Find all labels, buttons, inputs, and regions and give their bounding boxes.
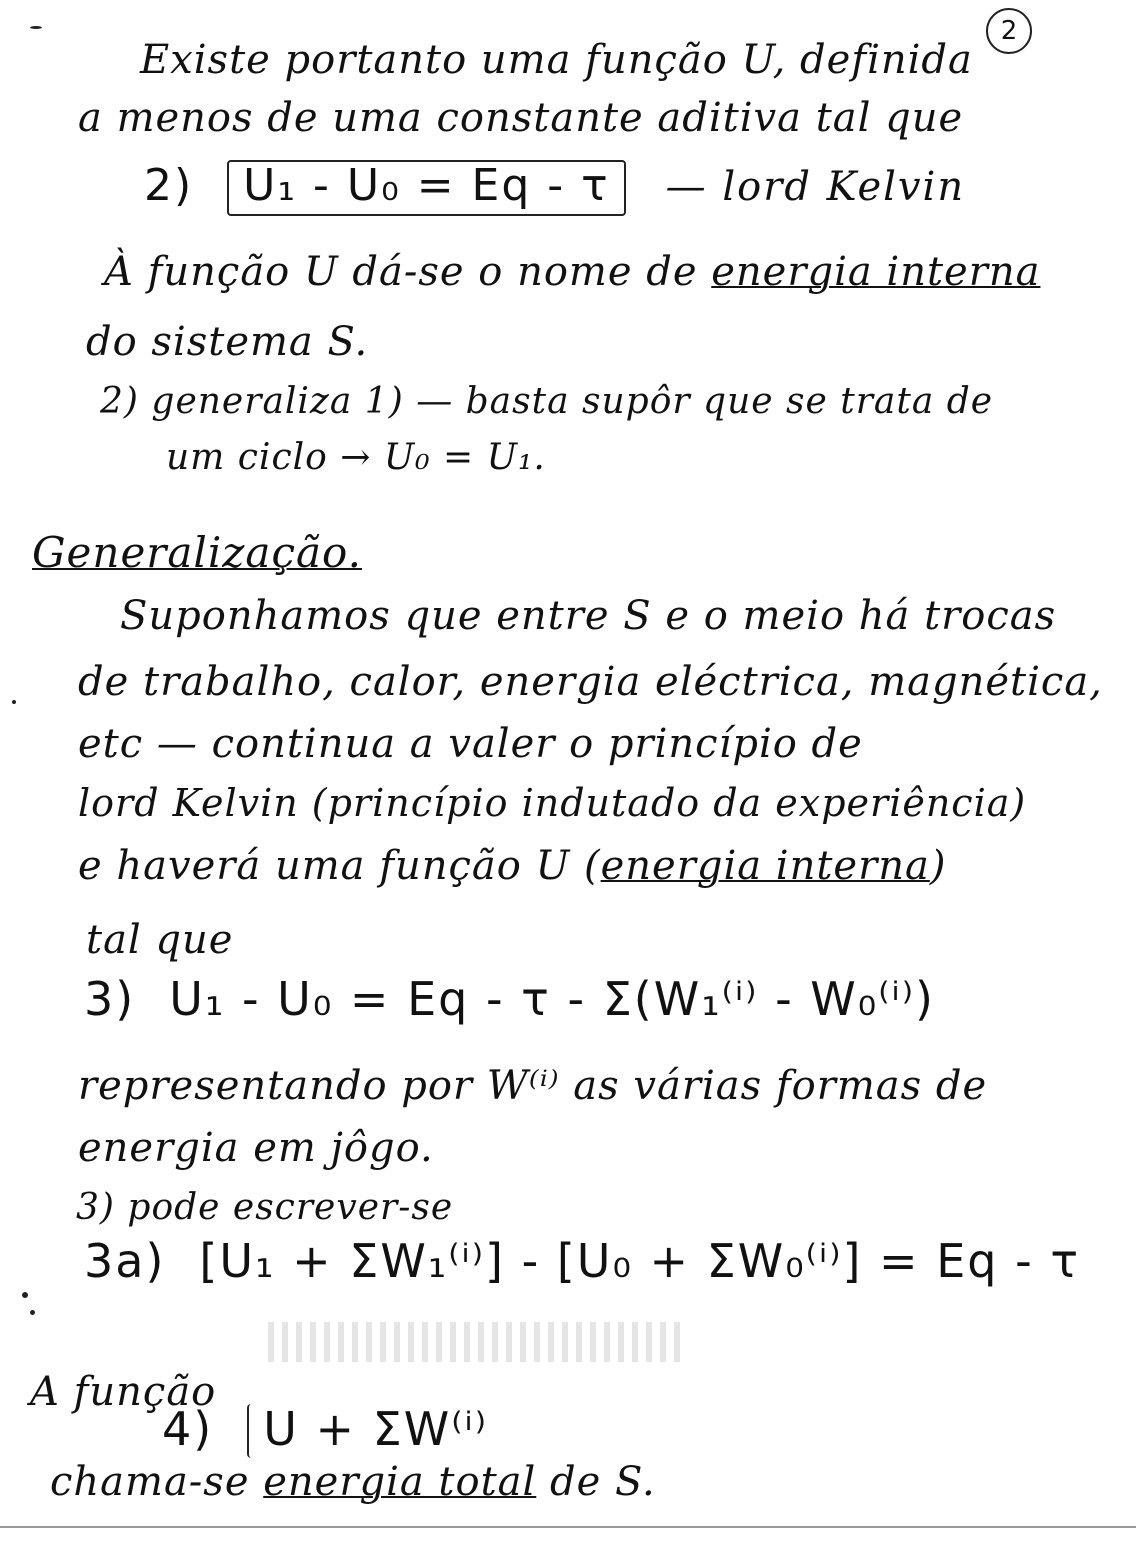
general-line-3: etc — continua a valer o princípio de — [78, 721, 863, 767]
equation-3-label: 3) — [84, 972, 136, 1026]
equation-4-formula: U + ΣW⁽ⁱ⁾ — [247, 1404, 502, 1458]
equation-2-attribution: — lord Kelvin — [665, 164, 966, 210]
note-line-2: um ciclo → U₀ = U₁. — [166, 437, 546, 478]
naming-text: À função U dá-se o nome de — [104, 249, 712, 295]
closing-line — [50, 1459, 656, 1505]
general-line-5-text: e haverá uma função U ( — [78, 843, 601, 889]
equation-4-label: 4) — [162, 1402, 214, 1456]
equation-3 — [84, 972, 935, 1026]
naming-term: energia interna — [711, 249, 1041, 295]
faint-bleed-through — [268, 1322, 688, 1362]
general-line-4: lord Kelvin (princípio indutado da experiência) — [78, 781, 1027, 825]
general-line-5 — [78, 843, 947, 889]
note-line-1: 2) generaliza 1) — basta supôr que se trata de — [100, 381, 994, 422]
general-line-1: Suponhamos que entre S e o meio há trocas — [120, 593, 1057, 639]
closing-end: de S. — [536, 1459, 656, 1505]
scan-speck — [30, 1310, 35, 1315]
equation-2-label: 2) — [144, 160, 194, 211]
scan-speck — [12, 700, 16, 704]
intro-line-2: a menos de uma constante aditiva tal que — [78, 95, 964, 141]
equation-3a — [84, 1234, 1081, 1288]
general-line-5-term: energia interna — [600, 843, 930, 889]
closing-text: chama-se — [50, 1459, 264, 1505]
section-heading: Generalização. — [32, 528, 362, 577]
equation-3a-intro: 3) pode escrever-se — [76, 1187, 454, 1228]
equation-4 — [162, 1404, 502, 1458]
equation-3a-label: 3a) — [84, 1234, 166, 1288]
naming-line-2: do sistema S. — [86, 319, 369, 365]
scan-speck — [22, 1292, 28, 1298]
intro-line-1: Existe portanto uma função U, definida — [140, 37, 973, 83]
page-number: 2 — [986, 8, 1032, 54]
representing-line-1: representando por W⁽ⁱ⁾ as várias formas de — [78, 1063, 988, 1109]
equation-4-intro: A função — [30, 1369, 217, 1415]
equation-3a-formula: [U₁ + ΣW₁⁽ⁱ⁾] - [U₀ + ΣW₀⁽ⁱ⁾] = Eq - τ — [199, 1234, 1081, 1288]
general-line-2: de trabalho, calor, energia eléctrica, magnética, — [78, 659, 1103, 705]
general-line-5-close: ) — [929, 843, 947, 889]
equation-3-formula: U₁ - U₀ = Eq - τ - Σ(W₁⁽ⁱ⁾ - W₀⁽ⁱ⁾) — [169, 972, 935, 1026]
naming-line-1 — [104, 249, 1041, 295]
equation-2 — [144, 160, 965, 216]
scan-speck — [30, 26, 42, 29]
representing-line-2: energia em jôgo. — [78, 1125, 434, 1171]
closing-term: energia total — [263, 1459, 537, 1505]
general-line-6: tal que — [86, 917, 234, 963]
equation-2-formula: U₁ - U₀ = Eq - τ — [227, 160, 625, 216]
scan-bottom-edge — [0, 1526, 1136, 1528]
